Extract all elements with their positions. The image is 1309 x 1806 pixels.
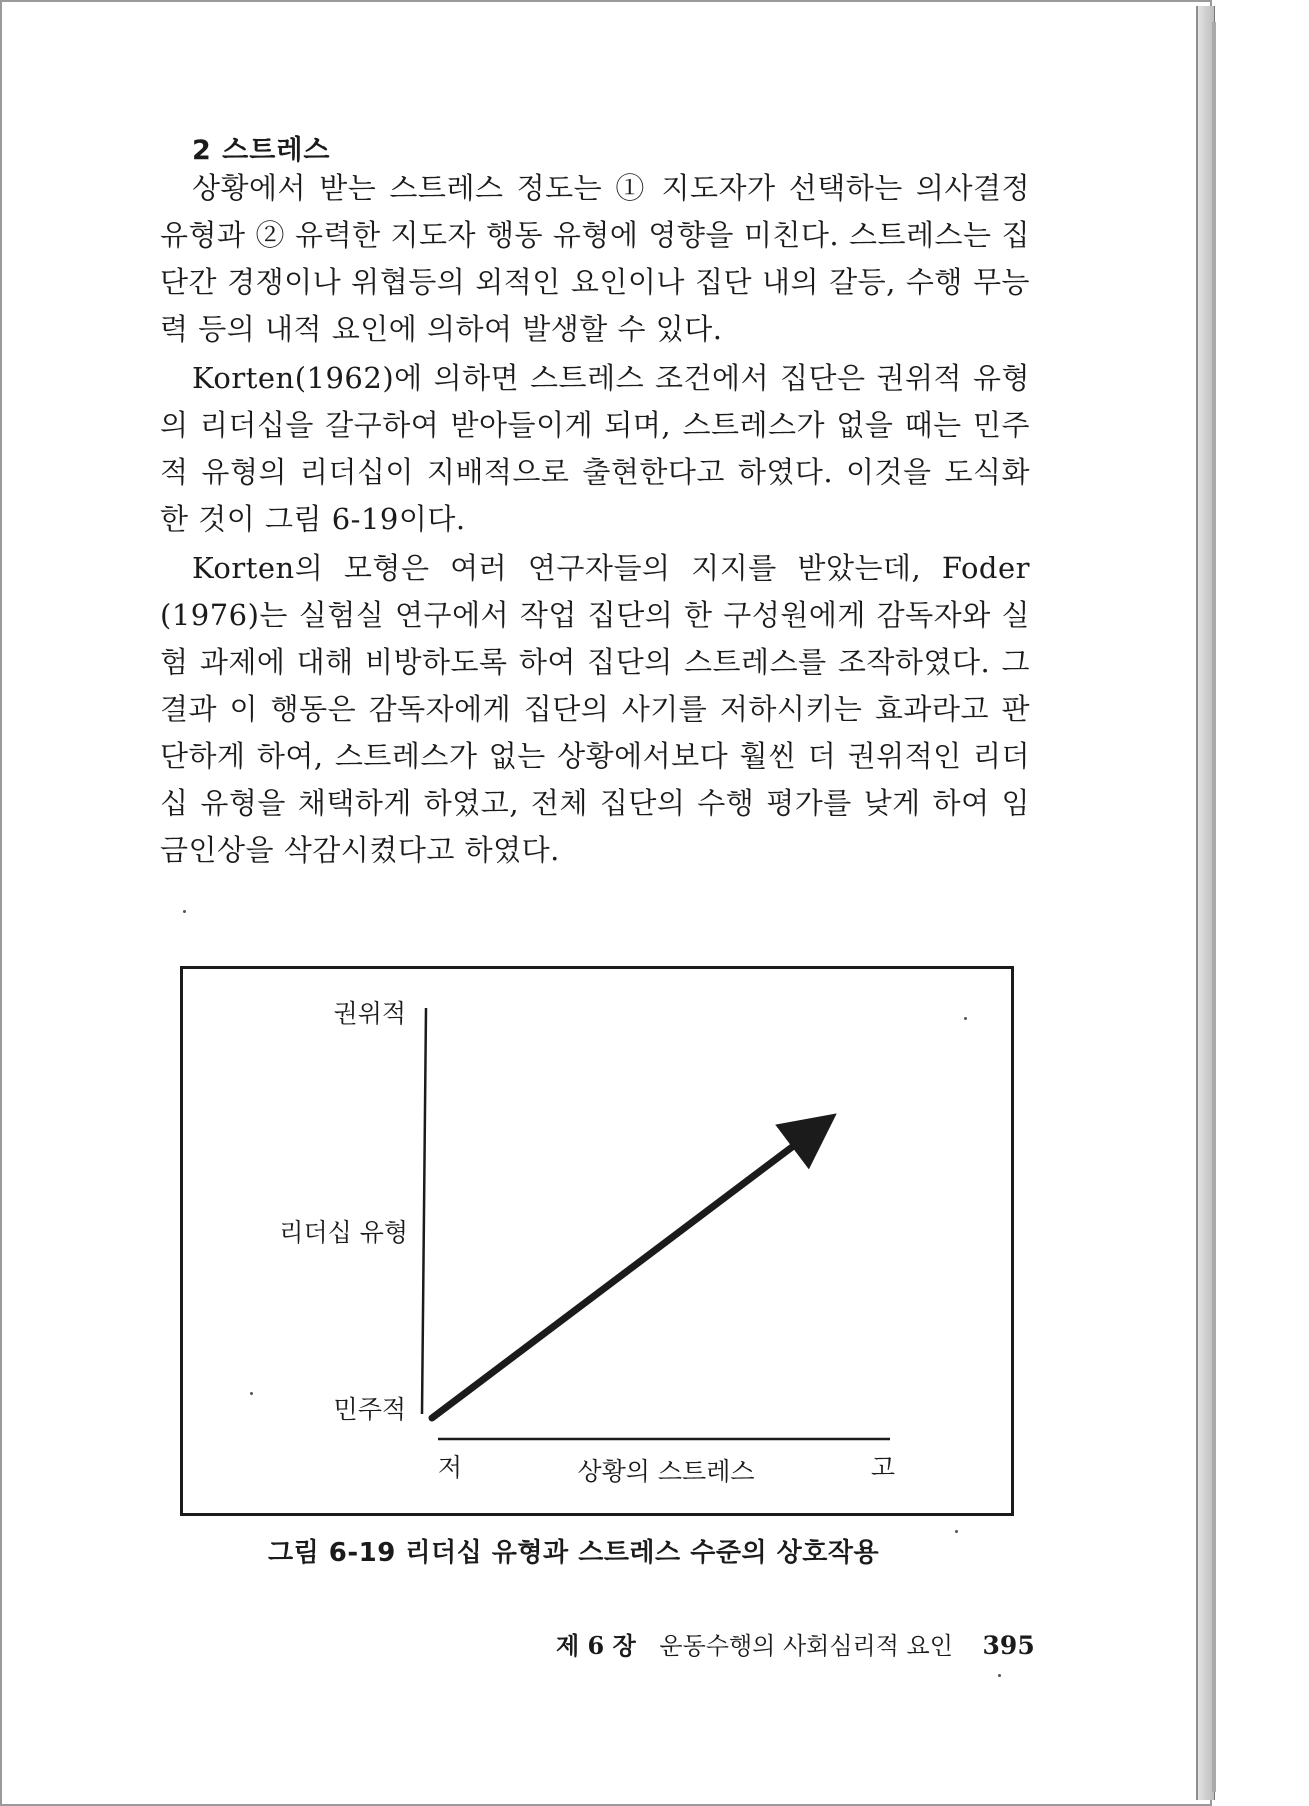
footer-title: 운동수행의 사회심리적 요인 bbox=[659, 1632, 953, 1660]
x-right-label: 고 bbox=[870, 1453, 896, 1482]
scan-speck bbox=[183, 910, 186, 913]
y-bottom-label: 민주적 bbox=[333, 1395, 406, 1424]
running-footer bbox=[556, 1626, 1035, 1661]
y-axis bbox=[422, 1008, 426, 1414]
paragraph-3: Korten의 모형은 여러 연구자들의 지지를 받았는데, Foder (1976)는 실험실 연구에서 작업 집단의 한 구성원에게 감독자와 실험 과제에 대해 비방하도록 하여 집단의 스트레스를 조작하였다. 그 결과 이 행동은 감독자에게 집단의 사기를 저하시키는 효과라고 판단하게 하여, 스트레스가 없는 상황에서보다 훨씬 더 권위적인 리더십 유형을 채택하게 하였고, 전체 집단의 수행 평가를 낮게 하여 임금인상을 삭감시켰다고 하였다. bbox=[160, 551, 1030, 867]
paragraph-1: 상황에서 받는 스트레스 정도는 ① 지도자가 선택하는 의사결정 유형과 ② 유력한 지도자 행동 유형에 영향을 미친다. 스트레스는 집단간 경쟁이나 위협등의 외적인 요인이나 집단 내의 갈등, 수행 무능력 등의 내적 요인에 의하여 발생할 수 있다. bbox=[160, 171, 1030, 346]
paragraph-2: Korten(1962)에 의하면 스트레스 조건에서 집단은 권위적 유형의 리더십을 갈구하여 받아들이게 되며, 스트레스가 없을 때는 민주적 유형의 리더십이 지배적으로 출현한다고 하였다. 이것을 도식화한 것이 그림 6-19이다. bbox=[160, 361, 1030, 536]
page-edge-shadow bbox=[1212, 22, 1216, 1792]
trend-arrow bbox=[432, 1126, 820, 1418]
scan-speck bbox=[998, 1674, 1001, 1677]
scan-speck bbox=[964, 1017, 967, 1020]
page-number: 395 bbox=[982, 1631, 1035, 1660]
y-mid-label: 리더십 유형 bbox=[279, 1218, 408, 1247]
x-mid-label: 상황의 스트레스 bbox=[577, 1457, 755, 1486]
scan-speck bbox=[250, 1392, 253, 1395]
footer-chapter: 제 6 장 bbox=[556, 1631, 636, 1660]
scan-speck bbox=[955, 1530, 958, 1533]
section-heading: 2 스트레스 bbox=[192, 135, 331, 166]
x-left-label: 저 bbox=[437, 1453, 463, 1482]
y-top-label: 권위적 bbox=[333, 999, 406, 1028]
figure-diagram bbox=[180, 966, 1014, 1516]
figure-caption: 그림 6-19 리더십 유형과 스트레스 수준의 상호작용 bbox=[268, 1538, 880, 1568]
